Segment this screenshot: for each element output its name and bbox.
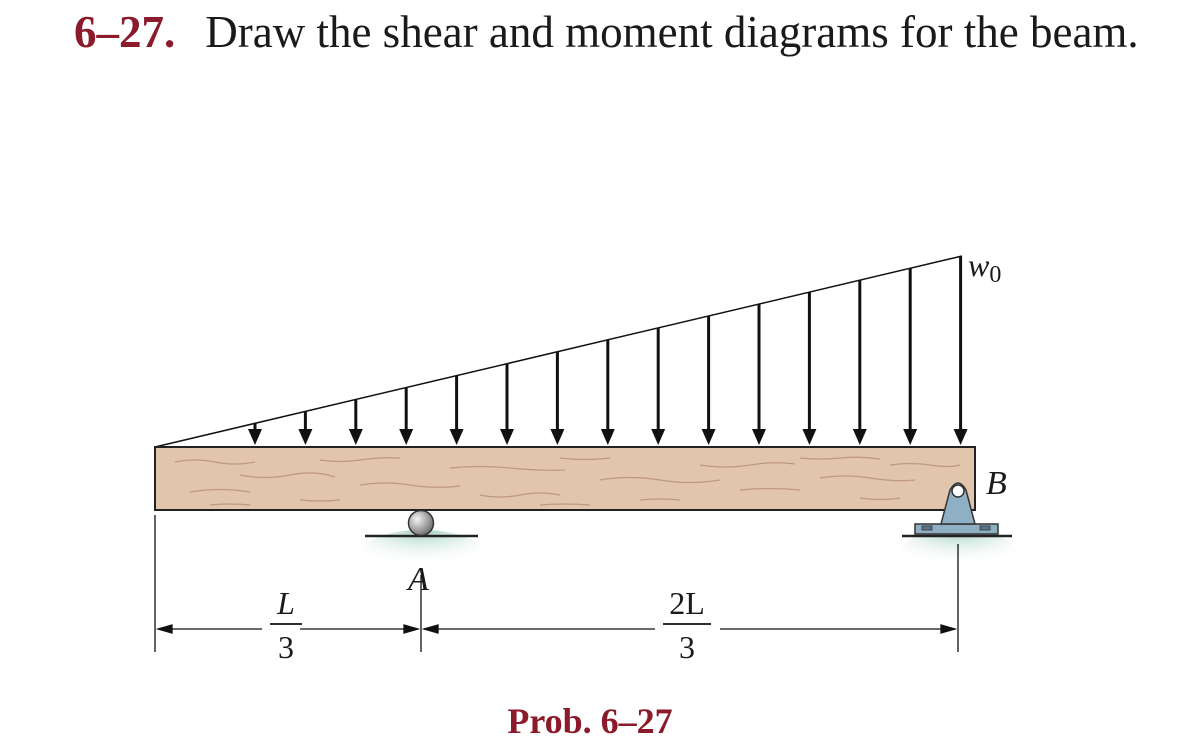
load-arrow-head — [550, 429, 564, 445]
load-arrows — [248, 256, 968, 445]
dim-right-numerator: 2L — [669, 585, 705, 621]
dimension-line — [155, 515, 958, 652]
load-arrow-head — [450, 429, 464, 445]
load-arrow-head — [298, 429, 312, 445]
dim-left-fraction — [270, 585, 302, 665]
problem-text: Draw the shear and moment diagrams for the beam. — [205, 7, 1139, 57]
dim-left-numerator: L — [277, 585, 295, 621]
load-arrow-head — [752, 429, 766, 445]
support-b-label: B — [986, 465, 1007, 502]
load-arrow-head — [651, 429, 665, 445]
problem-number: 6–27. — [74, 7, 176, 57]
load-arrow-head — [601, 429, 615, 445]
load-arrow-head — [802, 429, 816, 445]
load-arrow-head — [903, 429, 917, 445]
figure-caption: Prob. 6–27 — [507, 701, 673, 741]
load-label: w0 — [968, 247, 1002, 288]
load-arrow-head — [399, 429, 413, 445]
dim-left-denominator: 3 — [278, 629, 294, 665]
load-arrow-head — [248, 429, 262, 445]
distributed-load — [155, 256, 968, 447]
dim-right-fraction — [663, 585, 711, 665]
load-arrow-head — [954, 429, 968, 445]
load-arrow-head — [702, 429, 716, 445]
dim-right-denominator: 3 — [679, 629, 695, 665]
support-a-label: A — [408, 561, 429, 598]
load-arrow-head — [853, 429, 867, 445]
load-arrow-head — [500, 429, 514, 445]
beam — [155, 447, 975, 510]
load-arrow-head — [349, 429, 363, 445]
